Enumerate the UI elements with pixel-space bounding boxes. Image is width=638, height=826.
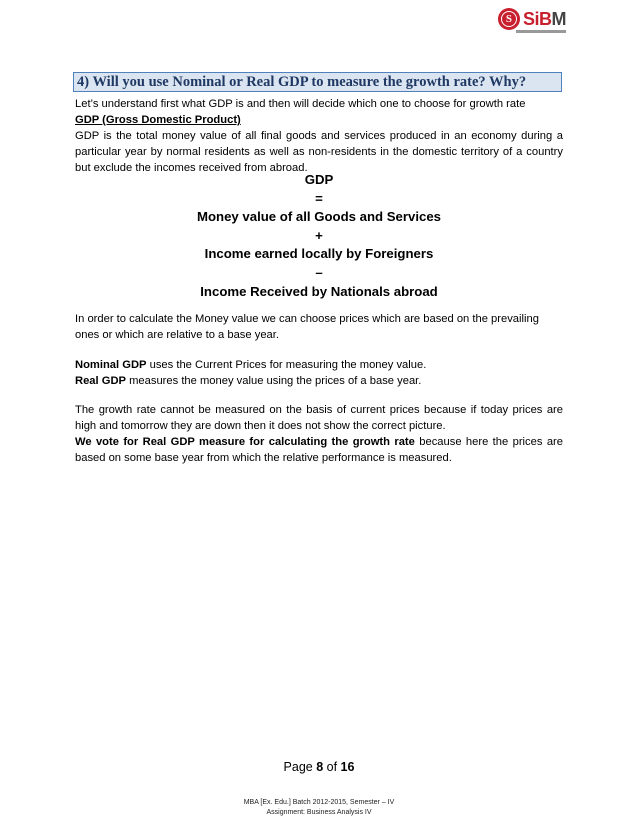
sibm-logo bbox=[498, 8, 566, 30]
growth-paragraph: The growth rate cannot be measured on the basis of current prices because if today prices are high and tomorrow they are down then it does not show the correct picture. bbox=[75, 404, 563, 432]
real-gdp-line bbox=[75, 373, 563, 389]
prices-paragraph: In order to calculate the Money value we can choose prices which are based on the prevailing ones or which are relative to a base year. bbox=[75, 313, 539, 341]
footer-assignment: Assignment: Business Analysis IV bbox=[266, 809, 372, 816]
page-total: 16 bbox=[340, 760, 355, 774]
page-current: 8 bbox=[316, 760, 324, 774]
vote-paragraph bbox=[75, 434, 563, 466]
gdp-term: GDP (Gross Domestic Product) bbox=[75, 114, 241, 126]
formula-goods-services: Money value of all Goods and Services bbox=[196, 209, 442, 225]
logo-emblem-letter: S bbox=[505, 13, 513, 25]
formula-nationals: Income Received by Nationals abroad bbox=[200, 283, 438, 299]
gdp-definition: GDP is the total money value of all final goods and services produced in an economy during a particular year by normal residents as well as non-residents in the domestic territory of a country but exclude the incomes received from abroad. bbox=[75, 130, 563, 174]
formula-plus: + bbox=[315, 227, 323, 243]
vote-statement: We vote for Real GDP measure for calculating the growth rate bbox=[75, 436, 415, 448]
formula-equals: = bbox=[315, 190, 323, 206]
nominal-gdp-line bbox=[75, 357, 563, 373]
real-gdp-text: measures the money value using the prices of a base year. bbox=[125, 375, 422, 387]
page-number bbox=[0, 760, 638, 774]
intro-text: Let’s understand first what GDP is and then will decide which one to choose for growth rate bbox=[75, 98, 526, 110]
section-heading: 4) Will you use Nominal or Real GDP to measure the growth rate? Why? bbox=[77, 74, 527, 90]
formula-minus: – bbox=[315, 265, 323, 280]
page-mid: of bbox=[323, 760, 341, 774]
logo-underline bbox=[516, 30, 566, 33]
real-gdp-term: Real GDP bbox=[75, 375, 126, 387]
vote-reason: because here the prices are based on some base year from which the relative performance is measured. bbox=[75, 436, 563, 464]
logo-brand-b: M bbox=[551, 9, 566, 29]
logo-wordmark bbox=[523, 10, 566, 28]
nominal-gdp-term: Nominal GDP bbox=[75, 359, 147, 371]
nominal-gdp-text: uses the Current Prices for measuring the money value. bbox=[146, 359, 427, 371]
section-heading-band bbox=[73, 72, 562, 92]
footer-batch: MBA [Ex. Edu.] Batch 2012-2015, Semester – IV bbox=[243, 799, 395, 806]
footer-info bbox=[0, 798, 638, 818]
formula-foreigners: Income earned locally by Foreigners bbox=[204, 246, 434, 262]
page-prefix: Page bbox=[283, 760, 317, 774]
logo-emblem-icon bbox=[498, 8, 520, 30]
logo-brand-a: SiB bbox=[522, 9, 552, 29]
formula-gdp: GDP bbox=[304, 172, 334, 187]
